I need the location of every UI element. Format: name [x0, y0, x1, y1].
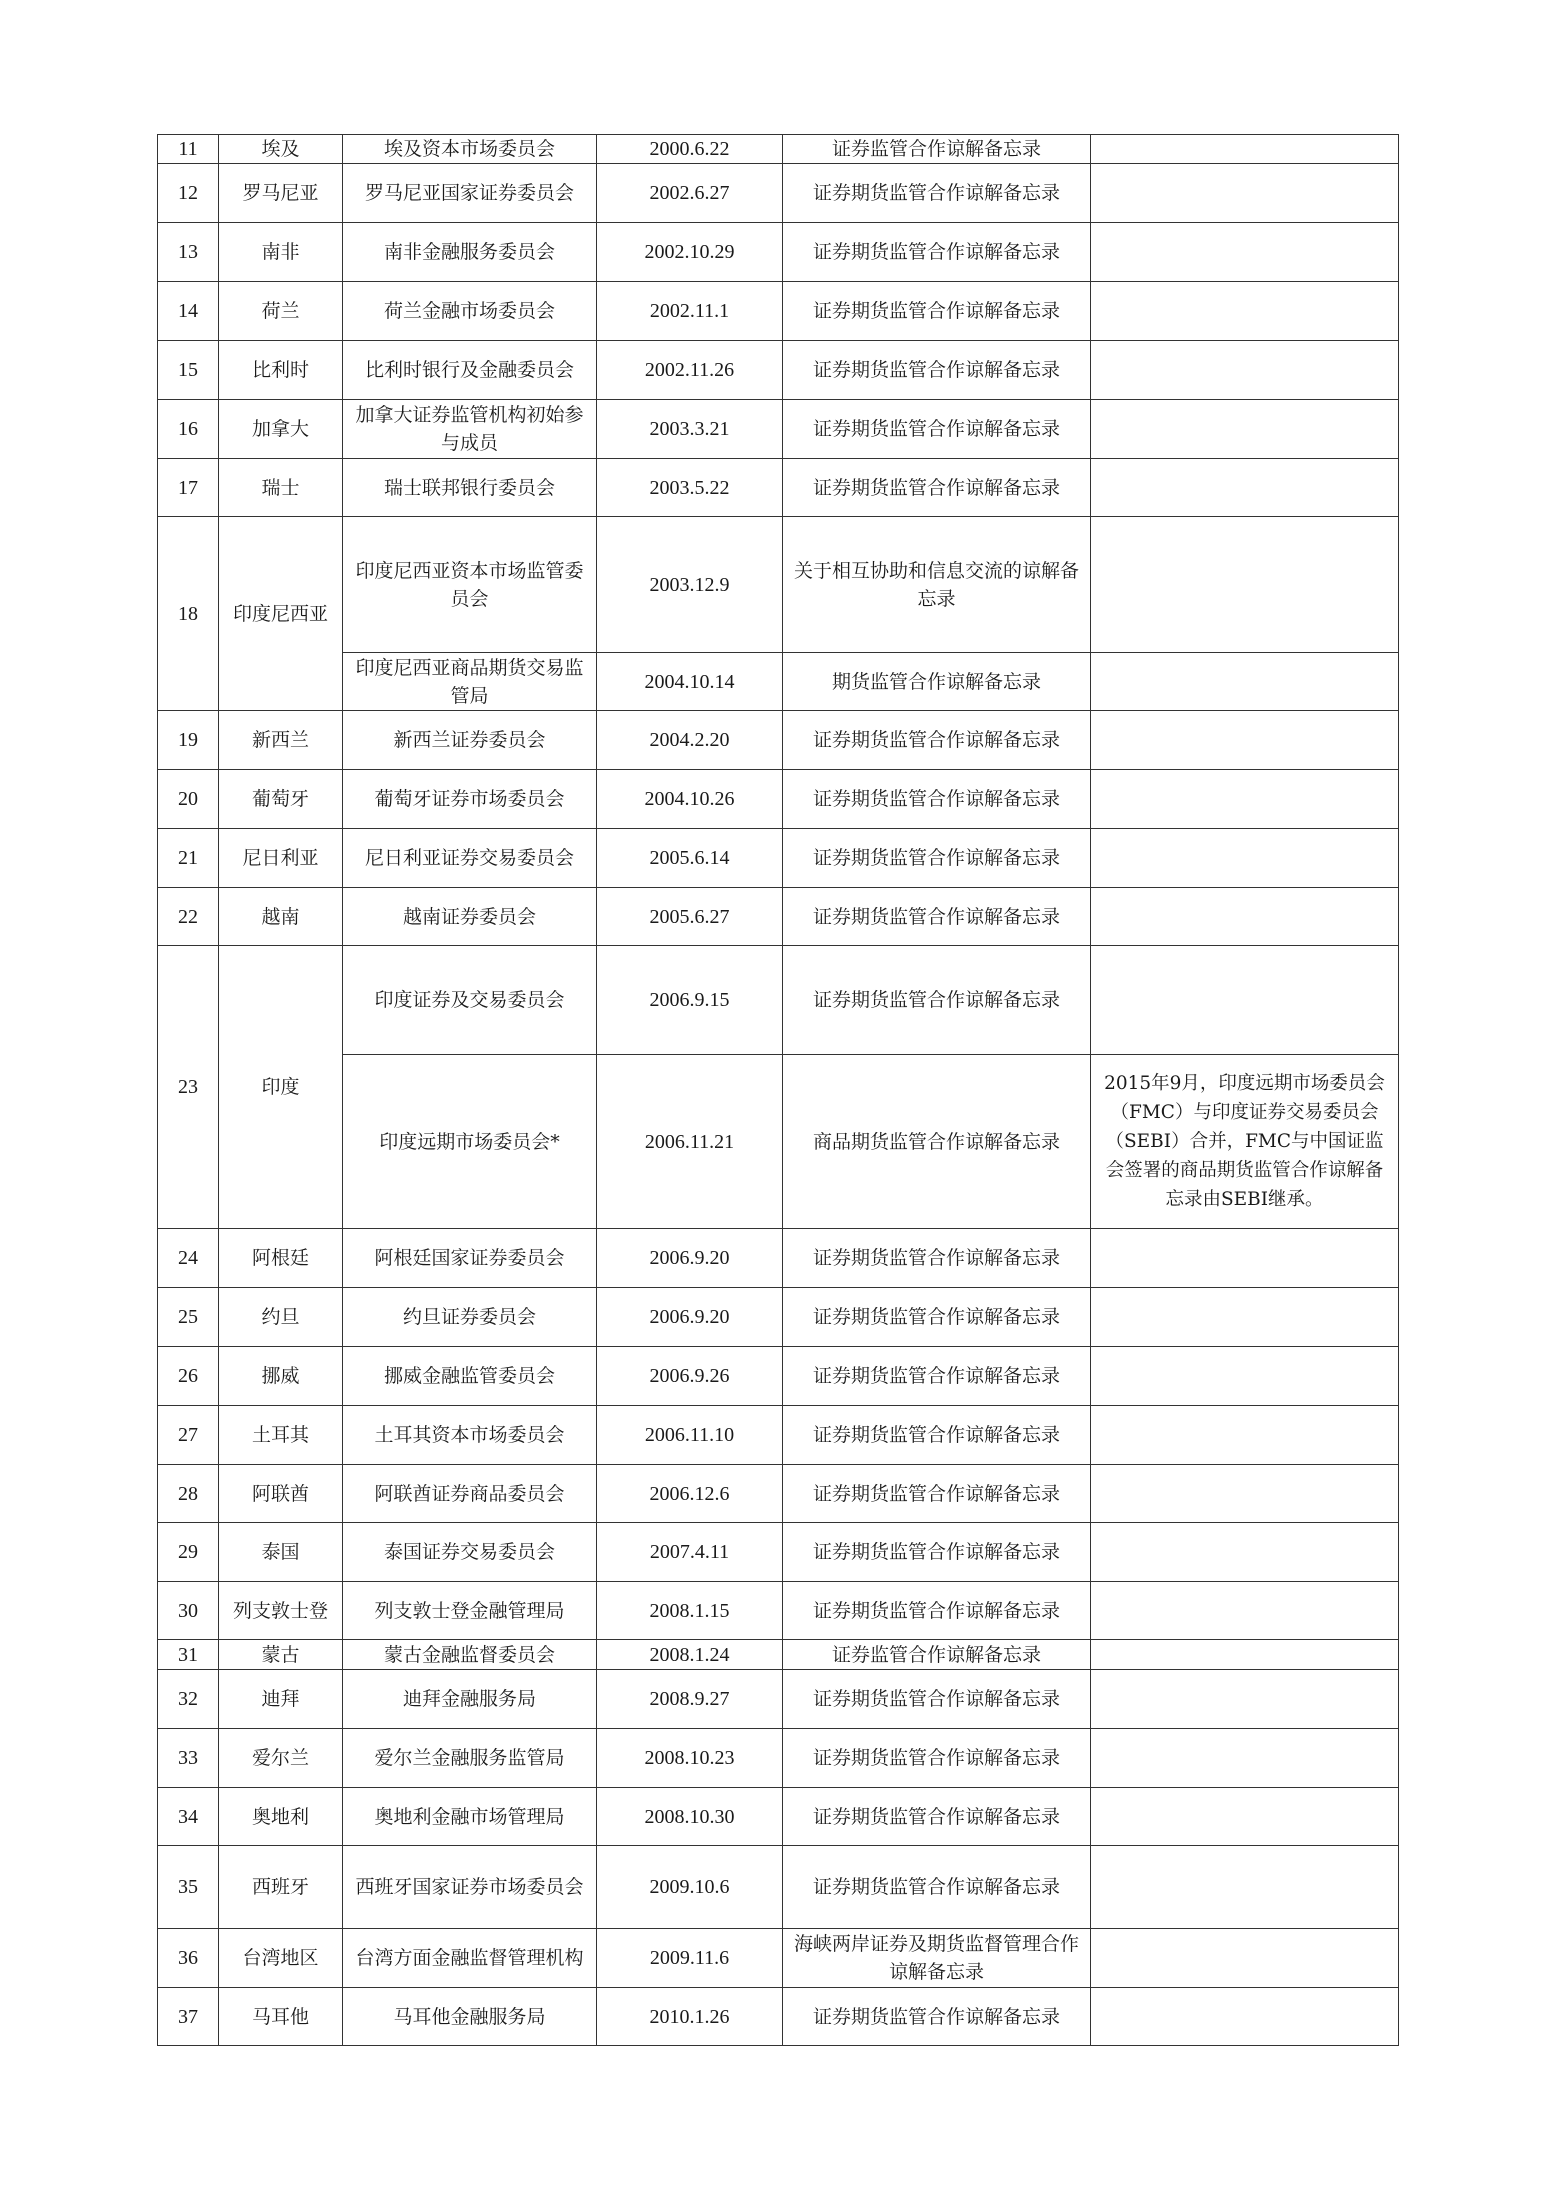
- note-cell: [1091, 770, 1399, 829]
- country-cell: 西班牙: [219, 1846, 343, 1929]
- table-row: [158, 1229, 1399, 1288]
- institution-cell: 奥地利金融市场管理局: [343, 1788, 597, 1846]
- country-cell: 比利时: [219, 341, 343, 400]
- date-cell: 2009.10.6: [597, 1846, 783, 1929]
- mou-name-cell: 证券期货监管合作谅解备忘录: [783, 282, 1091, 341]
- row-number-cell: 30: [158, 1582, 219, 1640]
- institution-cell: 台湾方面金融监督管理机构: [343, 1929, 597, 1988]
- date-cell: 2004.10.26: [597, 770, 783, 829]
- institution-cell: 阿根廷国家证券委员会: [343, 1229, 597, 1288]
- note-cell: [1091, 1523, 1399, 1582]
- mou-name-cell: 证券期货监管合作谅解备忘录: [783, 223, 1091, 282]
- note-cell: 2015年9月，印度远期市场委员会（FMC）与印度证券交易委员会（SEBI）合并，FMC与中国证监会签署的商品期货监管合作谅解备忘录由SEBI继承。: [1091, 1055, 1399, 1229]
- mou-name-cell: 证券期货监管合作谅解备忘录: [783, 888, 1091, 946]
- row-number-cell: 16: [158, 400, 219, 459]
- table-row: [158, 1523, 1399, 1582]
- row-number-cell: 25: [158, 1288, 219, 1347]
- note-cell: [1091, 223, 1399, 282]
- note-cell: [1091, 1347, 1399, 1406]
- country-cell: 阿根廷: [219, 1229, 343, 1288]
- institution-cell: 比利时银行及金融委员会: [343, 341, 597, 400]
- country-cell: 荷兰: [219, 282, 343, 341]
- date-cell: 2002.11.1: [597, 282, 783, 341]
- date-cell: 2004.10.14: [597, 653, 783, 711]
- mou-name-cell: 海峡两岸证券及期货监督管理合作谅解备忘录: [783, 1929, 1091, 1988]
- date-cell: 2003.5.22: [597, 459, 783, 517]
- mou-name-cell: 证券期货监管合作谅解备忘录: [783, 829, 1091, 888]
- date-cell: 2007.4.11: [597, 1523, 783, 1582]
- row-number-cell: 20: [158, 770, 219, 829]
- row-number-cell: 15: [158, 341, 219, 400]
- row-number-cell: 21: [158, 829, 219, 888]
- mou-name-cell: 证券期货监管合作谅解备忘录: [783, 400, 1091, 459]
- row-number-cell: 24: [158, 1229, 219, 1288]
- note-cell: [1091, 1846, 1399, 1929]
- table-row: [158, 653, 1399, 711]
- table-row: [158, 1055, 1399, 1229]
- country-cell: 奥地利: [219, 1788, 343, 1846]
- date-cell: 2003.12.9: [597, 517, 783, 653]
- mou-name-cell: 证券期货监管合作谅解备忘录: [783, 1582, 1091, 1640]
- country-cell: 蒙古: [219, 1640, 343, 1670]
- date-cell: 2005.6.14: [597, 829, 783, 888]
- country-cell: 加拿大: [219, 400, 343, 459]
- table-row: [158, 517, 1399, 653]
- institution-cell: 蒙古金融监督委员会: [343, 1640, 597, 1670]
- table-row: [158, 282, 1399, 341]
- note-cell: [1091, 1288, 1399, 1347]
- table-row: [158, 1670, 1399, 1729]
- country-cell: 土耳其: [219, 1406, 343, 1465]
- row-number-cell: 34: [158, 1788, 219, 1846]
- date-cell: 2006.9.15: [597, 946, 783, 1055]
- table-row: [158, 1288, 1399, 1347]
- table-row: [158, 1582, 1399, 1640]
- note-cell: [1091, 711, 1399, 770]
- date-cell: 2006.9.20: [597, 1229, 783, 1288]
- country-cell: 南非: [219, 223, 343, 282]
- row-number-cell: 22: [158, 888, 219, 946]
- note-cell: [1091, 282, 1399, 341]
- table-row: [158, 711, 1399, 770]
- mou-name-cell: 证券期货监管合作谅解备忘录: [783, 341, 1091, 400]
- row-number-cell: 17: [158, 459, 219, 517]
- table-row: [158, 1988, 1399, 2046]
- mou-name-cell: 关于相互协助和信息交流的谅解备忘录: [783, 517, 1091, 653]
- table-row: [158, 135, 1399, 164]
- note-cell: [1091, 1582, 1399, 1640]
- date-cell: 2005.6.27: [597, 888, 783, 946]
- country-cell: 阿联酋: [219, 1465, 343, 1523]
- mou-name-cell: 证券期货监管合作谅解备忘录: [783, 1347, 1091, 1406]
- institution-cell: 瑞士联邦银行委员会: [343, 459, 597, 517]
- mou-table: [157, 134, 1399, 2046]
- table-row: [158, 1347, 1399, 1406]
- institution-cell: 土耳其资本市场委员会: [343, 1406, 597, 1465]
- country-cell: 印度: [219, 946, 343, 1229]
- row-number-cell: 27: [158, 1406, 219, 1465]
- date-cell: 2006.9.26: [597, 1347, 783, 1406]
- row-number-cell: 18: [158, 517, 219, 711]
- mou-name-cell: 证券期货监管合作谅解备忘录: [783, 770, 1091, 829]
- mou-name-cell: 证券期货监管合作谅解备忘录: [783, 1846, 1091, 1929]
- country-cell: 埃及: [219, 135, 343, 164]
- note-cell: [1091, 1465, 1399, 1523]
- row-number-cell: 23: [158, 946, 219, 1229]
- date-cell: 2008.1.15: [597, 1582, 783, 1640]
- mou-name-cell: 证券期货监管合作谅解备忘录: [783, 1465, 1091, 1523]
- institution-cell: 印度尼西亚资本市场监管委员会: [343, 517, 597, 653]
- row-number-cell: 29: [158, 1523, 219, 1582]
- country-cell: 葡萄牙: [219, 770, 343, 829]
- mou-name-cell: 证券期货监管合作谅解备忘录: [783, 1229, 1091, 1288]
- country-cell: 台湾地区: [219, 1929, 343, 1988]
- institution-cell: 印度远期市场委员会*: [343, 1055, 597, 1229]
- note-cell: [1091, 135, 1399, 164]
- date-cell: 2006.11.10: [597, 1406, 783, 1465]
- table-row: [158, 400, 1399, 459]
- row-number-cell: 26: [158, 1347, 219, 1406]
- institution-cell: 埃及资本市场委员会: [343, 135, 597, 164]
- table-row: [158, 1465, 1399, 1523]
- country-cell: 罗马尼亚: [219, 164, 343, 223]
- row-number-cell: 14: [158, 282, 219, 341]
- country-cell: 挪威: [219, 1347, 343, 1406]
- country-cell: 尼日利亚: [219, 829, 343, 888]
- row-number-cell: 13: [158, 223, 219, 282]
- table-row: [158, 770, 1399, 829]
- note-cell: [1091, 1929, 1399, 1988]
- mou-name-cell: 证券期货监管合作谅解备忘录: [783, 946, 1091, 1055]
- date-cell: 2008.10.30: [597, 1788, 783, 1846]
- note-cell: [1091, 888, 1399, 946]
- mou-name-cell: 证券期货监管合作谅解备忘录: [783, 711, 1091, 770]
- institution-cell: 罗马尼亚国家证券委员会: [343, 164, 597, 223]
- note-cell: [1091, 653, 1399, 711]
- note-cell: [1091, 341, 1399, 400]
- table-row: [158, 1640, 1399, 1670]
- mou-name-cell: 证券期货监管合作谅解备忘录: [783, 1988, 1091, 2046]
- date-cell: 2008.9.27: [597, 1670, 783, 1729]
- mou-name-cell: 证券期货监管合作谅解备忘录: [783, 1406, 1091, 1465]
- institution-cell: 马耳他金融服务局: [343, 1988, 597, 2046]
- institution-cell: 阿联酋证券商品委员会: [343, 1465, 597, 1523]
- note-cell: [1091, 1788, 1399, 1846]
- date-cell: 2006.11.21: [597, 1055, 783, 1229]
- row-number-cell: 11: [158, 135, 219, 164]
- note-cell: [1091, 459, 1399, 517]
- date-cell: 2010.1.26: [597, 1988, 783, 2046]
- row-number-cell: 19: [158, 711, 219, 770]
- table-row: [158, 341, 1399, 400]
- mou-name-cell: 证券期货监管合作谅解备忘录: [783, 459, 1091, 517]
- row-number-cell: 33: [158, 1729, 219, 1788]
- country-cell: 瑞士: [219, 459, 343, 517]
- mou-name-cell: 证券期货监管合作谅解备忘录: [783, 1523, 1091, 1582]
- mou-name-cell: 证券期货监管合作谅解备忘录: [783, 1288, 1091, 1347]
- note-cell: [1091, 400, 1399, 459]
- mou-name-cell: 期货监管合作谅解备忘录: [783, 653, 1091, 711]
- institution-cell: 泰国证券交易委员会: [343, 1523, 597, 1582]
- table-row: [158, 829, 1399, 888]
- country-cell: 泰国: [219, 1523, 343, 1582]
- institution-cell: 越南证券委员会: [343, 888, 597, 946]
- date-cell: 2002.11.26: [597, 341, 783, 400]
- date-cell: 2002.10.29: [597, 223, 783, 282]
- note-cell: [1091, 1988, 1399, 2046]
- table-row: [158, 888, 1399, 946]
- note-cell: [1091, 1406, 1399, 1465]
- institution-cell: 尼日利亚证券交易委员会: [343, 829, 597, 888]
- note-cell: [1091, 946, 1399, 1055]
- institution-cell: 荷兰金融市场委员会: [343, 282, 597, 341]
- country-cell: 迪拜: [219, 1670, 343, 1729]
- table-row: [158, 1929, 1399, 1988]
- mou-name-cell: 证券期货监管合作谅解备忘录: [783, 164, 1091, 223]
- row-number-cell: 37: [158, 1988, 219, 2046]
- date-cell: 2003.3.21: [597, 400, 783, 459]
- country-cell: 爱尔兰: [219, 1729, 343, 1788]
- mou-name-cell: 商品期货监管合作谅解备忘录: [783, 1055, 1091, 1229]
- institution-cell: 印度尼西亚商品期货交易监管局: [343, 653, 597, 711]
- institution-cell: 葡萄牙证券市场委员会: [343, 770, 597, 829]
- row-number-cell: 36: [158, 1929, 219, 1988]
- note-cell: [1091, 1229, 1399, 1288]
- row-number-cell: 31: [158, 1640, 219, 1670]
- mou-name-cell: 证券监管合作谅解备忘录: [783, 135, 1091, 164]
- date-cell: 2006.9.20: [597, 1288, 783, 1347]
- table-row: [158, 1846, 1399, 1929]
- date-cell: 2008.10.23: [597, 1729, 783, 1788]
- institution-cell: 南非金融服务委员会: [343, 223, 597, 282]
- date-cell: 2008.1.24: [597, 1640, 783, 1670]
- country-cell: 新西兰: [219, 711, 343, 770]
- institution-cell: 西班牙国家证券市场委员会: [343, 1846, 597, 1929]
- table-row: [158, 946, 1399, 1055]
- row-number-cell: 32: [158, 1670, 219, 1729]
- institution-cell: 约旦证券委员会: [343, 1288, 597, 1347]
- table-row: [158, 459, 1399, 517]
- date-cell: 2004.2.20: [597, 711, 783, 770]
- country-cell: 印度尼西亚: [219, 517, 343, 711]
- mou-name-cell: 证券期货监管合作谅解备忘录: [783, 1729, 1091, 1788]
- institution-cell: 加拿大证券监管机构初始参与成员: [343, 400, 597, 459]
- row-number-cell: 28: [158, 1465, 219, 1523]
- note-cell: [1091, 164, 1399, 223]
- note-cell: [1091, 517, 1399, 653]
- date-cell: 2002.6.27: [597, 164, 783, 223]
- table-row: [158, 223, 1399, 282]
- institution-cell: 印度证券及交易委员会: [343, 946, 597, 1055]
- country-cell: 列支敦士登: [219, 1582, 343, 1640]
- row-number-cell: 35: [158, 1846, 219, 1929]
- row-number-cell: 12: [158, 164, 219, 223]
- mou-name-cell: 证券监管合作谅解备忘录: [783, 1640, 1091, 1670]
- date-cell: 2000.6.22: [597, 135, 783, 164]
- note-cell: [1091, 1640, 1399, 1670]
- country-cell: 约旦: [219, 1288, 343, 1347]
- note-cell: [1091, 829, 1399, 888]
- mou-name-cell: 证券期货监管合作谅解备忘录: [783, 1788, 1091, 1846]
- note-cell: [1091, 1670, 1399, 1729]
- country-cell: 越南: [219, 888, 343, 946]
- table-row: [158, 164, 1399, 223]
- note-cell: [1091, 1729, 1399, 1788]
- date-cell: 2009.11.6: [597, 1929, 783, 1988]
- mou-name-cell: 证券期货监管合作谅解备忘录: [783, 1670, 1091, 1729]
- institution-cell: 爱尔兰金融服务监管局: [343, 1729, 597, 1788]
- table-row: [158, 1788, 1399, 1846]
- institution-cell: 列支敦士登金融管理局: [343, 1582, 597, 1640]
- mou-table-body: [158, 135, 1399, 2046]
- institution-cell: 挪威金融监管委员会: [343, 1347, 597, 1406]
- country-cell: 马耳他: [219, 1988, 343, 2046]
- table-row: [158, 1406, 1399, 1465]
- table-row: [158, 1729, 1399, 1788]
- date-cell: 2006.12.6: [597, 1465, 783, 1523]
- institution-cell: 迪拜金融服务局: [343, 1670, 597, 1729]
- institution-cell: 新西兰证券委员会: [343, 711, 597, 770]
